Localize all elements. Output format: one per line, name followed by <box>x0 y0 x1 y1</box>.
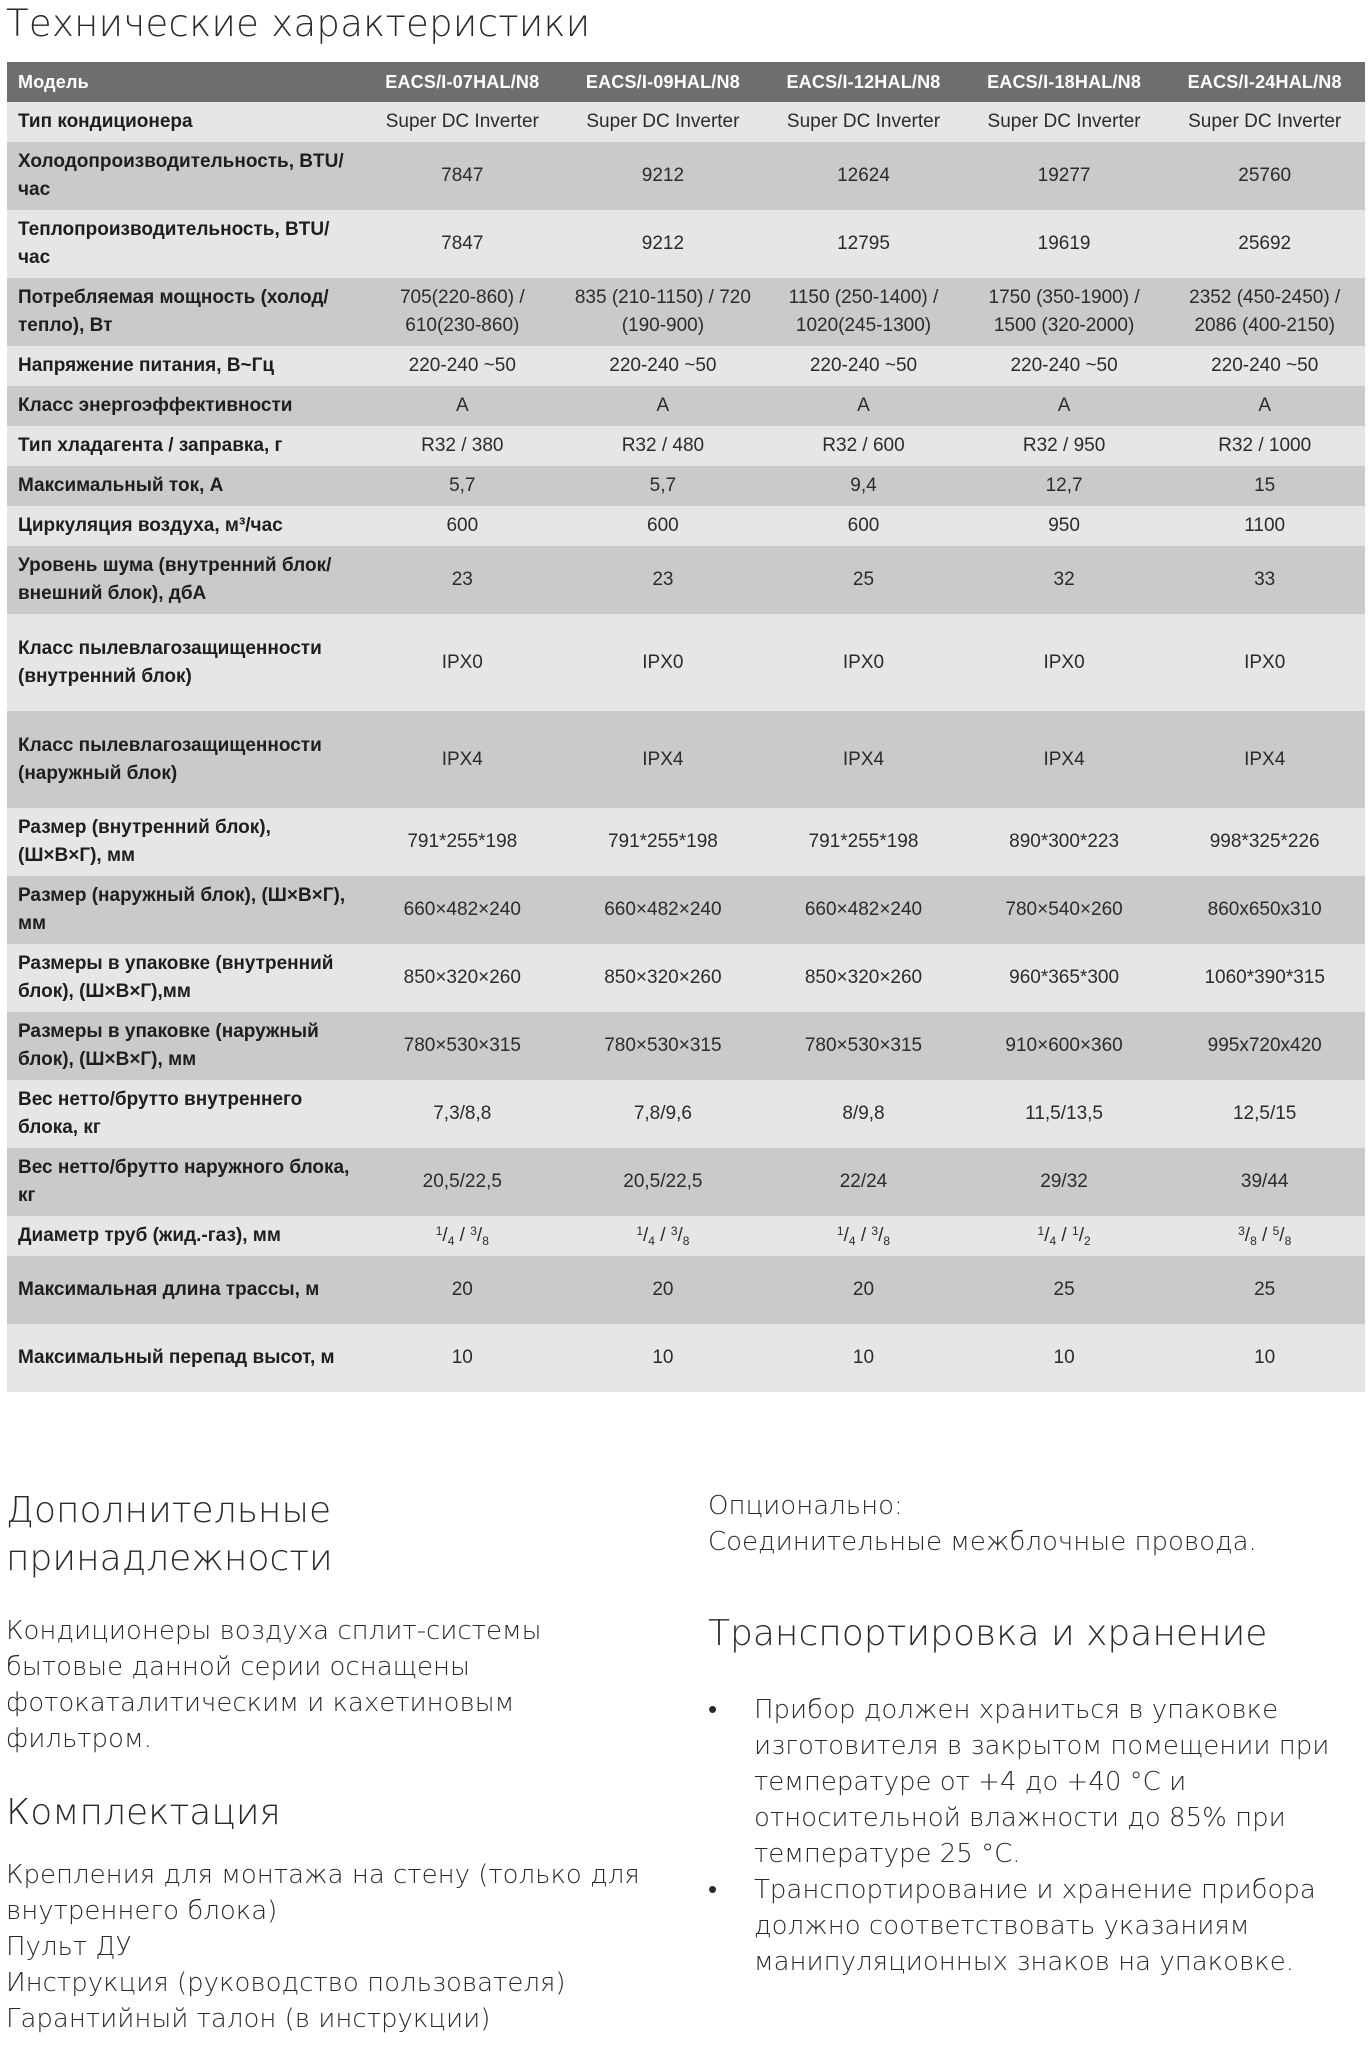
row-label: Вес нетто/брутто наружного блока, кг <box>7 1148 362 1216</box>
cell: 995x720x420 <box>1164 1012 1365 1080</box>
row-label: Максимальный перепад высот, м <box>7 1324 362 1392</box>
cell: 850×320×260 <box>362 944 563 1012</box>
transport-item: • Прибор должен храниться в упаковке изготовителя в закрытом помещении при температуре от +4 до +40 °С и относительной влажности до 85% при температуре 25 °С. <box>708 1692 1368 1872</box>
cell <box>1164 1216 1365 1256</box>
table-row <box>7 546 1365 614</box>
cell: IPX0 <box>362 614 563 711</box>
transport-section <box>708 1610 1368 1980</box>
table-row <box>7 944 1365 1012</box>
kit-item: Крепления для монтажа на стену (только для внутреннего блока) <box>6 1860 640 1926</box>
cell: 39/44 <box>1164 1148 1365 1216</box>
cell: 220-240 ~50 <box>763 346 964 386</box>
cell <box>362 1216 563 1256</box>
bullet-icon: • <box>708 1695 718 1725</box>
cell: IPX0 <box>1164 614 1365 711</box>
pipe-diameter-fraction: $^1/_4 / ^1/_2$ <box>1037 1224 1091 1248</box>
cell: R32 / 380 <box>362 426 563 466</box>
page-title: Технические характеристики <box>6 2 591 45</box>
cell: A <box>1164 386 1365 426</box>
cell: 12795 <box>763 210 964 278</box>
cell: R32 / 1000 <box>1164 426 1365 466</box>
cell: Super DC Inverter <box>763 102 964 142</box>
cell: 791*255*198 <box>563 808 764 876</box>
cell: 19619 <box>964 210 1165 278</box>
row-label: Диаметр труб (жид.-газ), мм <box>7 1216 362 1256</box>
cell: 660×482×240 <box>563 876 764 944</box>
cell: A <box>563 386 764 426</box>
pipe-diameter-fraction: $^1/_4 / ^3/_8$ <box>836 1224 891 1248</box>
table-row <box>7 876 1365 944</box>
cell: 705(220-860) / 610(230-860) <box>362 278 563 346</box>
cell: 910×600×360 <box>964 1012 1165 1080</box>
row-label: Максимальный ток, А <box>7 466 362 506</box>
transport-item: • Транспортирование и хранение прибора должно соответствовать указаниям манипуляционных знаков на упаковке. <box>708 1872 1368 1980</box>
cell: 220-240 ~50 <box>362 346 563 386</box>
cell: IPX4 <box>362 711 563 808</box>
bullet-icon: • <box>708 1875 718 1905</box>
table-row <box>7 1216 1365 1256</box>
accessories-title: Дополнительные принадлежности <box>6 1490 333 1579</box>
table-row <box>7 614 1365 711</box>
column-header: EACS/I-07HAL/N8 <box>362 62 563 102</box>
cell: 5,7 <box>362 466 563 506</box>
table-row <box>7 808 1365 876</box>
cell: 791*255*198 <box>763 808 964 876</box>
cell: R32 / 600 <box>763 426 964 466</box>
table-row <box>7 1256 1365 1324</box>
cell: 5,7 <box>563 466 764 506</box>
cell: 1750 (350-1900) / 1500 (320-2000) <box>964 278 1165 346</box>
cell: 9212 <box>563 142 764 210</box>
cell: 850×320×260 <box>763 944 964 1012</box>
cell: 23 <box>563 546 764 614</box>
cell: IPX4 <box>563 711 764 808</box>
cell: 8/9,8 <box>763 1080 964 1148</box>
cell: 25692 <box>1164 210 1365 278</box>
cell: 10 <box>1164 1324 1365 1392</box>
cell: 600 <box>763 506 964 546</box>
table-row <box>7 142 1365 210</box>
cell: 1060*390*315 <box>1164 944 1365 1012</box>
pipe-diameter-fraction: $^1/_4 / ^3/_8$ <box>435 1224 489 1248</box>
row-label: Напряжение питания, В~Гц <box>7 346 362 386</box>
cell: 25 <box>763 546 964 614</box>
kit-item: Инструкция (руководство пользователя) <box>6 1968 566 1998</box>
row-label: Холодопроизводительность, BTU/час <box>7 142 362 210</box>
table-row <box>7 102 1365 142</box>
row-label: Теплопроизводительность, BTU/час <box>7 210 362 278</box>
cell: IPX0 <box>763 614 964 711</box>
kit-title: Комплектация <box>6 1792 281 1833</box>
cell: 12,5/15 <box>1164 1080 1365 1148</box>
cell: Super DC Inverter <box>563 102 764 142</box>
kit-item: Пульт ДУ <box>6 1932 132 1962</box>
column-header: EACS/I-24HAL/N8 <box>1164 62 1365 102</box>
row-label: Размер (внутренний блок), (Ш×В×Г), мм <box>7 808 362 876</box>
cell: IPX0 <box>964 614 1165 711</box>
cell: IPX4 <box>964 711 1165 808</box>
cell: 20 <box>763 1256 964 1324</box>
cell: 7,8/9,6 <box>563 1080 764 1148</box>
row-label: Размеры в упаковке (наружный блок), (Ш×В×Г), мм <box>7 1012 362 1080</box>
cell: 33 <box>1164 546 1365 614</box>
kit-list <box>6 1857 666 2037</box>
cell: A <box>763 386 964 426</box>
cell: 9212 <box>563 210 764 278</box>
row-label: Размеры в упаковке (внутренний блок), (Ш×В×Г),мм <box>7 944 362 1012</box>
spec-table <box>7 62 1365 1392</box>
cell: 12624 <box>763 142 964 210</box>
cell: 1100 <box>1164 506 1365 546</box>
cell: 25760 <box>1164 142 1365 210</box>
row-label: Циркуляция воздуха, м³/час <box>7 506 362 546</box>
cell: 780×530×315 <box>362 1012 563 1080</box>
transport-list <box>708 1692 1368 1980</box>
table-row <box>7 1324 1365 1392</box>
column-header: EACS/I-12HAL/N8 <box>763 62 964 102</box>
cell: 791*255*198 <box>362 808 563 876</box>
cell: 860x650x310 <box>1164 876 1365 944</box>
cell: 950 <box>964 506 1165 546</box>
column-header: EACS/I-18HAL/N8 <box>964 62 1165 102</box>
row-label: Уровень шума (внутренний блок/внешний блок), дбА <box>7 546 362 614</box>
cell: Super DC Inverter <box>964 102 1165 142</box>
cell: 998*325*226 <box>1164 808 1365 876</box>
cell: 7847 <box>362 142 563 210</box>
cell: 20 <box>362 1256 563 1324</box>
cell: 890*300*223 <box>964 808 1165 876</box>
cell: A <box>964 386 1165 426</box>
cell: 11,5/13,5 <box>964 1080 1165 1148</box>
table-row <box>7 426 1365 466</box>
cell <box>563 1216 764 1256</box>
cell: 220-240 ~50 <box>964 346 1165 386</box>
cell: 600 <box>563 506 764 546</box>
cell: 1150 (250-1400) / 1020(245-1300) <box>763 278 964 346</box>
cell: 7847 <box>362 210 563 278</box>
cell: 7,3/8,8 <box>362 1080 563 1148</box>
row-label: Размер (наружный блок), (Ш×В×Г), мм <box>7 876 362 944</box>
cell: 960*365*300 <box>964 944 1165 1012</box>
row-label: Класс энергоэффективности <box>7 386 362 426</box>
row-label: Тип кондиционера <box>7 102 362 142</box>
row-label: Тип хладагента / заправка, г <box>7 426 362 466</box>
pipe-diameter-fraction: $^3/_8 / ^5/_8$ <box>1238 1224 1292 1248</box>
cell: IPX4 <box>763 711 964 808</box>
cell: 12,7 <box>964 466 1165 506</box>
table-row <box>7 506 1365 546</box>
cell: 660×482×240 <box>362 876 563 944</box>
table-row <box>7 466 1365 506</box>
kit-section <box>6 1789 666 2037</box>
optional-label: Опционально: <box>708 1491 903 1521</box>
cell: 220-240 ~50 <box>1164 346 1365 386</box>
table-row <box>7 278 1365 346</box>
row-label: Вес нетто/брутто внутреннего блока, кг <box>7 1080 362 1148</box>
table-header-row <box>7 62 1365 102</box>
cell: 780×530×315 <box>563 1012 764 1080</box>
row-label: Максимальная длина трассы, м <box>7 1256 362 1324</box>
cell: 29/32 <box>964 1148 1165 1216</box>
cell: IPX4 <box>1164 711 1365 808</box>
cell: 10 <box>362 1324 563 1392</box>
cell: 32 <box>964 546 1165 614</box>
pipe-diameter-fraction: $^1/_4 / ^3/_8$ <box>636 1224 690 1248</box>
cell: 23 <box>362 546 563 614</box>
cell: Super DC Inverter <box>362 102 563 142</box>
cell: 660×482×240 <box>763 876 964 944</box>
table-row <box>7 386 1365 426</box>
cell: 2352 (450-2450) / 2086 (400-2150) <box>1164 278 1365 346</box>
cell: 10 <box>563 1324 764 1392</box>
cell: 19277 <box>964 142 1165 210</box>
cell: 25 <box>964 1256 1165 1324</box>
cell: 220-240 ~50 <box>563 346 764 386</box>
accessories-text: Кондиционеры воздуха сплит-системы бытовые данной серии оснащены фотокаталитическим и кахетиновым фильтром. <box>6 1616 542 1754</box>
cell: 10 <box>964 1324 1165 1392</box>
table-row <box>7 210 1365 278</box>
cell: 22/24 <box>763 1148 964 1216</box>
optional-section <box>708 1488 1368 1560</box>
cell: R32 / 950 <box>964 426 1165 466</box>
cell: 10 <box>763 1324 964 1392</box>
table-row <box>7 711 1365 808</box>
cell: 9,4 <box>763 466 964 506</box>
cell: 850×320×260 <box>563 944 764 1012</box>
cell <box>763 1216 964 1256</box>
table-row <box>7 1012 1365 1080</box>
table-row <box>7 1080 1365 1148</box>
cell: 25 <box>1164 1256 1365 1324</box>
cell: A <box>362 386 563 426</box>
cell: 600 <box>362 506 563 546</box>
cell: 20 <box>563 1256 764 1324</box>
cell: 780×540×260 <box>964 876 1165 944</box>
transport-title: Транспортировка и хранение <box>708 1613 1268 1654</box>
cell: IPX0 <box>563 614 764 711</box>
row-label: Потребляемая мощность (холод/тепло), Вт <box>7 278 362 346</box>
cell: R32 / 480 <box>563 426 764 466</box>
cell: 15 <box>1164 466 1365 506</box>
cell <box>964 1216 1165 1256</box>
column-header-model: Модель <box>7 62 362 102</box>
cell: 835 (210-1150) / 720 (190-900) <box>563 278 764 346</box>
cell: 20,5/22,5 <box>362 1148 563 1216</box>
cell: 780×530×315 <box>763 1012 964 1080</box>
row-label: Класс пылевлагозащищенности (наружный блок) <box>7 711 362 808</box>
row-label: Класс пылевлагозащищенности (внутренний блок) <box>7 614 362 711</box>
kit-item: Гарантийный талон (в инструкции) <box>6 2004 491 2034</box>
cell: 20,5/22,5 <box>563 1148 764 1216</box>
column-header: EACS/I-09HAL/N8 <box>563 62 764 102</box>
optional-text: Соединительные межблочные провода. <box>708 1527 1257 1557</box>
table-row <box>7 1148 1365 1216</box>
accessories-section <box>6 1487 666 1757</box>
table-row <box>7 346 1365 386</box>
cell: Super DC Inverter <box>1164 102 1365 142</box>
